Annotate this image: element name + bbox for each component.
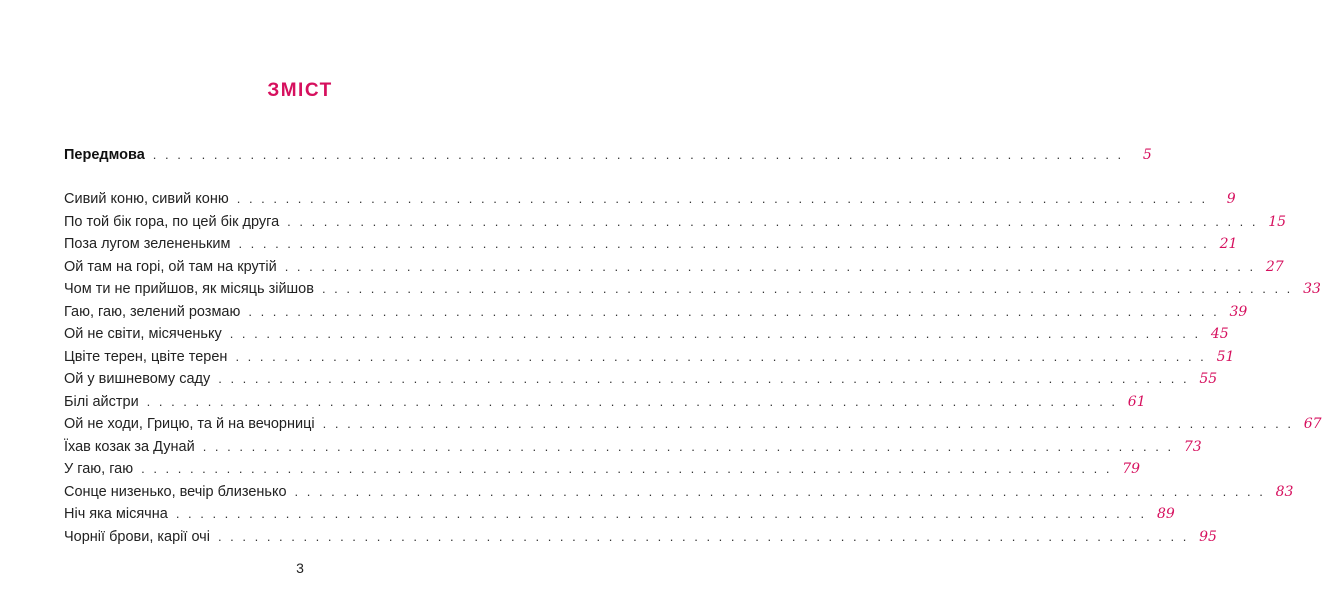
- toc-entry[interactable]: [64, 371, 1218, 393]
- toc-entry[interactable]: [64, 236, 1238, 258]
- dot-leader: ................................................................................: [229, 326, 1207, 341]
- toc-entry[interactable]: [64, 303, 1248, 326]
- toc-entry-page: 33: [1303, 281, 1321, 297]
- toc-entry-page: 79: [1122, 461, 1141, 477]
- toc-entry[interactable]: [64, 438, 1202, 461]
- toc-entry-title: Чом ти не прийшов, як місяць зійшов: [64, 281, 314, 297]
- dot-leader: ................................................................................: [146, 393, 1124, 409]
- toc-entry-page: 9: [1226, 191, 1236, 207]
- toc-entry-page: 51: [1216, 348, 1235, 365]
- toc-entry-page: 5: [1142, 147, 1152, 163]
- toc-entry[interactable]: [64, 416, 1322, 438]
- toc-entry[interactable]: [64, 348, 1235, 371]
- toc-entry[interactable]: [64, 483, 1294, 506]
- toc-entry-page: 67: [1303, 416, 1322, 432]
- dot-leader: ................................................................................: [294, 483, 1272, 499]
- toc-entry-title: Гаю, гаю, зелений розмаю: [64, 303, 241, 320]
- toc-entry-intro[interactable]: [64, 147, 1152, 169]
- dot-leader: ................................................................................: [322, 416, 1300, 431]
- toc-entry-page: 55: [1199, 371, 1218, 387]
- toc-entry-page: 21: [1219, 236, 1238, 252]
- dot-leader: ................................................................................: [235, 348, 1213, 364]
- toc-entry[interactable]: [64, 191, 1236, 213]
- toc-title: ЗМІСТ: [267, 80, 333, 101]
- dot-leader: ................................................................................: [152, 147, 1130, 162]
- toc-entry-page: 15: [1268, 213, 1287, 230]
- toc-entry-title: Сонце низенько, вечір близенько: [64, 483, 287, 500]
- dot-leader: ................................................................................: [141, 461, 1119, 476]
- dot-leader: ................................................................................: [238, 236, 1216, 251]
- dot-leader: ................................................................................: [248, 303, 1226, 319]
- toc-entry-title: У гаю, гаю: [64, 461, 134, 477]
- dot-leader: ................................................................................: [217, 528, 1195, 544]
- toc-entry-title: Сивий коню, сивий коню: [64, 191, 229, 207]
- toc-entry[interactable]: [64, 281, 1321, 303]
- toc-entry-page: 73: [1183, 438, 1202, 455]
- toc-entry-title: Ой там на горі, ой там на крутій: [64, 258, 277, 275]
- toc-entry-page: 61: [1127, 393, 1146, 410]
- toc-entry-title: Їхав козак за Дунай: [64, 438, 195, 455]
- toc-entry[interactable]: [64, 326, 1229, 348]
- toc-entry-page: 45: [1210, 326, 1229, 342]
- toc-entry-page: 27: [1265, 258, 1284, 275]
- toc-entry[interactable]: [64, 506, 1175, 528]
- toc-entry-title: Ой не ходи, Грицю, та й на вечорниці: [64, 416, 315, 432]
- toc-entry-page: 39: [1229, 303, 1248, 320]
- dot-leader: ................................................................................: [287, 213, 1265, 229]
- toc-entry-page: 95: [1199, 528, 1217, 545]
- dot-leader: ................................................................................: [236, 191, 1214, 206]
- toc-entry[interactable]: [64, 461, 1141, 483]
- dot-leader: ................................................................................: [218, 371, 1196, 386]
- page-number: 3: [296, 560, 304, 576]
- toc-entry-page: 89: [1156, 506, 1175, 522]
- toc-entry-title: Чорнії брови, карії очі: [64, 528, 210, 545]
- dot-leader: ................................................................................: [321, 281, 1299, 296]
- toc-entry-page: 83: [1275, 483, 1294, 500]
- toc-entry-title: Передмова: [64, 147, 145, 163]
- toc-entry-title: По той бік гора, по цей бік друга: [64, 213, 280, 230]
- toc-entry-title: Поза лугом зелененьким: [64, 236, 231, 252]
- toc-entry-title: Цвіте терен, цвіте терен: [64, 348, 228, 365]
- toc-entry[interactable]: [64, 393, 1146, 416]
- dot-leader: ................................................................................: [284, 258, 1262, 274]
- toc-entry-title: Ніч яка місячна: [64, 506, 168, 522]
- toc-entry[interactable]: [64, 258, 1284, 281]
- dot-leader: ................................................................................: [175, 506, 1153, 521]
- toc-entry-title: Білі айстри: [64, 393, 139, 410]
- toc-entry-title: Ой у вишневому саду: [64, 371, 211, 387]
- toc-entry-title: Ой не світи, місяченьку: [64, 326, 222, 342]
- dot-leader: ................................................................................: [202, 438, 1180, 454]
- toc-entry[interactable]: [64, 213, 1287, 236]
- toc-entry[interactable]: [64, 528, 1217, 551]
